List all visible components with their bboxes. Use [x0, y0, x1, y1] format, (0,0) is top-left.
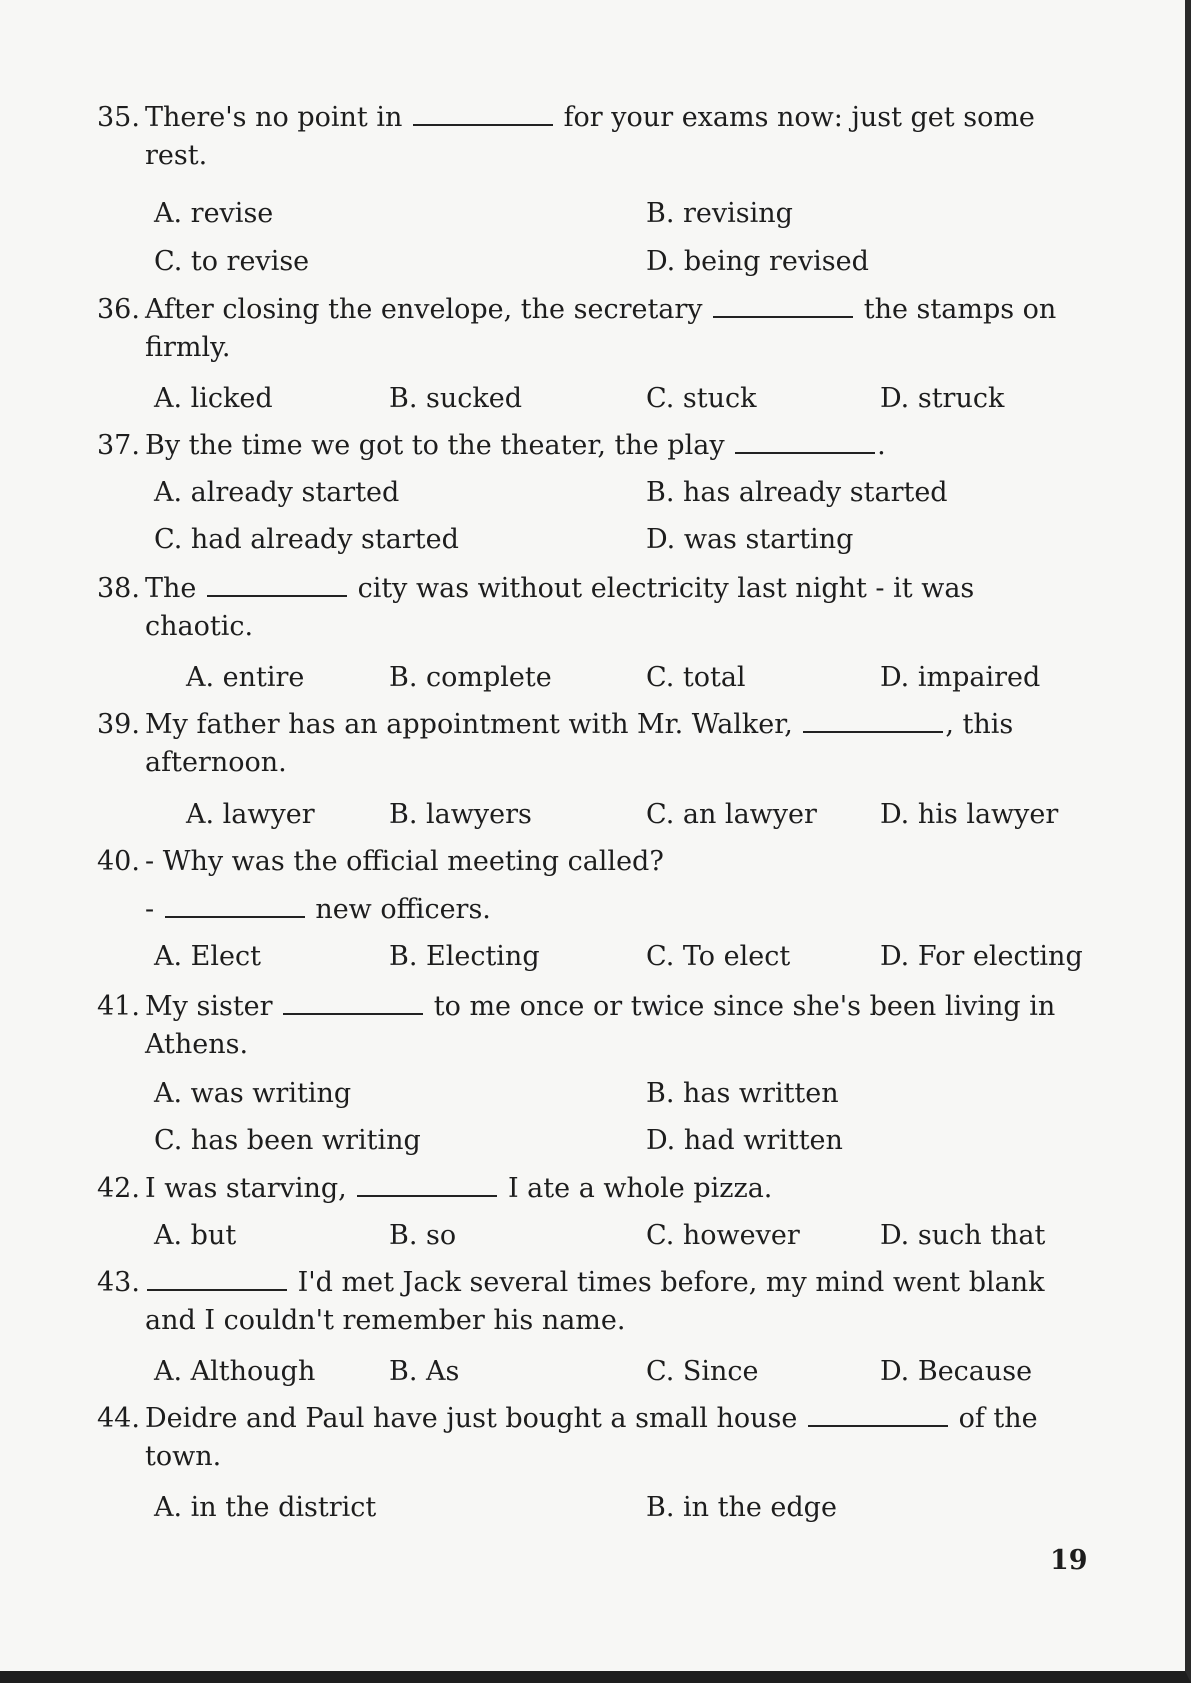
option-d: D. For electing [880, 941, 1083, 972]
option-b: B. As [389, 1356, 460, 1387]
question-40-line2 [97, 891, 1087, 929]
answer-blank [207, 571, 347, 597]
question-text-after: of the [958, 1403, 1038, 1434]
answer-blank [147, 1265, 287, 1291]
question-text-before: My sister [145, 991, 273, 1022]
option-a: A. entire [186, 662, 305, 693]
question-41 [97, 988, 1087, 1064]
question-text-cont: firmly. [145, 332, 231, 363]
answer-blank [803, 707, 943, 733]
page-number: 19 [1050, 1545, 1088, 1576]
option-b: B. Electing [389, 941, 540, 972]
question-42 [97, 1170, 1087, 1208]
question-35 [97, 99, 1087, 175]
options-44 [0, 1489, 1191, 1527]
option-d: D. being revised [646, 246, 869, 277]
question-text-cont: afternoon. [145, 747, 287, 778]
option-a: A. Elect [154, 941, 261, 972]
option-a: A. revise [154, 198, 274, 229]
option-a: A. already started [154, 477, 400, 508]
question-text-cont: Athens. [145, 1029, 249, 1060]
question-number: 35. [97, 102, 140, 133]
option-c: C. had already started [154, 524, 459, 555]
question-number: 42. [97, 1173, 140, 1204]
options-38 [0, 659, 1191, 697]
answer-blank [357, 1171, 497, 1197]
option-b: B. has written [646, 1078, 839, 1109]
options-35 [0, 195, 1191, 233]
question-number: 41. [97, 991, 140, 1022]
question-number: 43. [97, 1267, 140, 1298]
option-c: C. has been writing [154, 1125, 421, 1156]
option-d: D. impaired [880, 662, 1041, 693]
question-text-after: new officers. [315, 894, 491, 925]
answer-blank [283, 989, 423, 1015]
option-b: B. complete [389, 662, 552, 693]
answer-blank [808, 1401, 948, 1427]
question-text-after: I'd met Jack several times before, my mind went blank [297, 1267, 1045, 1298]
question-text-after: for your exams now: just get some [563, 102, 1035, 133]
question-37 [97, 427, 1087, 465]
options-40 [0, 938, 1191, 976]
option-b: B. lawyers [389, 799, 532, 830]
answer-blank [165, 892, 305, 918]
option-c: C. To elect [646, 941, 791, 972]
options-42 [0, 1217, 1191, 1255]
question-39 [97, 706, 1087, 782]
option-b: B. revising [646, 198, 793, 229]
option-a: A. lawyer [186, 799, 315, 830]
question-36 [97, 291, 1087, 367]
question-text-before: I was starving, [145, 1173, 347, 1204]
options-37-row2 [0, 521, 1191, 559]
question-text-after: city was without electricity last night - it was [357, 573, 975, 604]
question-text-after: , this [945, 709, 1014, 740]
question-number: 40. [97, 846, 140, 877]
question-text-after: . [877, 430, 886, 461]
answer-blank [413, 100, 553, 126]
option-a: A. was writing [154, 1078, 352, 1109]
option-d: D. struck [880, 383, 1005, 414]
option-a: A. in the district [154, 1492, 377, 1523]
options-39 [0, 796, 1191, 834]
options-41-row2 [0, 1122, 1191, 1160]
option-d: D. had written [646, 1125, 843, 1156]
option-b: B. so [389, 1220, 457, 1251]
options-43 [0, 1353, 1191, 1391]
option-c: C. to revise [154, 246, 310, 277]
question-40 [97, 843, 1087, 881]
question-number: 38. [97, 573, 140, 604]
option-d: D. such that [880, 1220, 1046, 1251]
option-c: C. an lawyer [646, 799, 817, 830]
question-text-before: After closing the envelope, the secretary [145, 294, 703, 325]
answer-blank [713, 292, 853, 318]
option-d: D. was starting [646, 524, 854, 555]
option-b: B. has already started [646, 477, 948, 508]
option-a: A. but [154, 1220, 237, 1251]
question-number: 44. [97, 1403, 140, 1434]
question-text-cont: and I couldn't remember his name. [145, 1305, 626, 1336]
option-b: B. in the edge [646, 1492, 837, 1523]
options-35-row2 [0, 243, 1191, 281]
option-c: C. Since [646, 1356, 759, 1387]
question-44 [97, 1400, 1087, 1476]
question-38 [97, 570, 1087, 646]
question-text-cont: rest. [145, 140, 208, 171]
question-number: 37. [97, 430, 140, 461]
question-text-after: to me once or twice since she's been living in [433, 991, 1056, 1022]
question-43 [97, 1264, 1087, 1340]
option-d: D. Because [880, 1356, 1033, 1387]
question-text-before: There's no point in [145, 102, 403, 133]
option-c: C. stuck [646, 383, 757, 414]
dialogue-dash: - [145, 894, 155, 925]
option-c: C. however [646, 1220, 800, 1251]
question-text-before: By the time we got to the theater, the play [145, 430, 725, 461]
answer-blank [735, 428, 875, 454]
option-a: A. Although [154, 1356, 316, 1387]
question-number: 39. [97, 709, 140, 740]
question-text-before: The [145, 573, 197, 604]
question-text-after: I ate a whole pizza. [507, 1173, 773, 1204]
question-text-before: My father has an appointment with Mr. Walker, [145, 709, 793, 740]
options-41 [0, 1075, 1191, 1113]
option-c: C. total [646, 662, 746, 693]
question-text-cont: chaotic. [145, 611, 254, 642]
question-text-before: Deidre and Paul have just bought a small house [145, 1403, 798, 1434]
question-text-before: - Why was the official meeting called? [145, 846, 664, 877]
options-37 [0, 474, 1191, 512]
question-text-cont: town. [145, 1441, 222, 1472]
question-text-after: the stamps on [863, 294, 1057, 325]
options-36 [0, 380, 1191, 418]
option-b: B. sucked [389, 383, 522, 414]
option-d: D. his lawyer [880, 799, 1059, 830]
question-number: 36. [97, 294, 140, 325]
option-a: A. licked [154, 383, 273, 414]
